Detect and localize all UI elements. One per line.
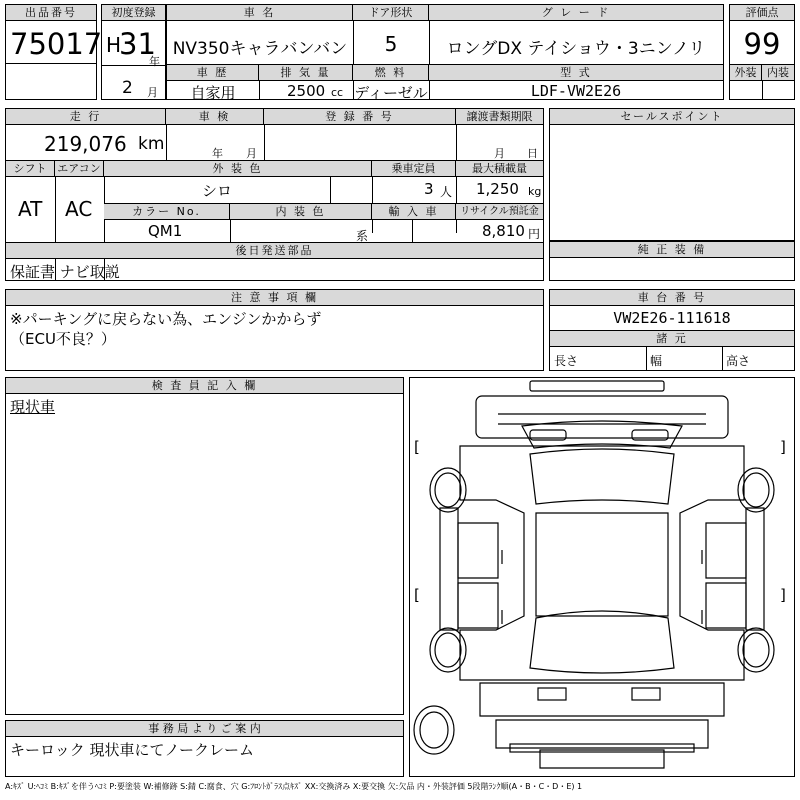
car-diagram [410,378,794,776]
displacement: 2500 [287,82,326,100]
max-load: 1,250 [476,180,519,198]
first-reg-label: 初度登録 [102,5,165,21]
car-name: NV350キャラバンバン [172,39,348,59]
spec-block [5,108,544,281]
recycle-deposit: 8,810 [482,222,525,240]
first-registration-box [101,4,166,100]
recycle-label: リサイクル預託金 [456,204,543,220]
model-label: 型 式 [429,65,723,81]
bracket-right-top: ] [780,438,786,456]
width-label: 幅 [650,354,663,368]
office-note: キーロック 現状車にてノークレーム [10,741,255,759]
door-type: 5 [384,32,398,56]
score: 99 [743,27,781,61]
inspector-label: 検 査 員 記 入 欄 [6,378,403,394]
chassis-number: VW2E26-111618 [613,309,731,327]
shift: AT [18,197,43,221]
reg-year: 31 [119,27,156,61]
mileage-unit: km [138,134,165,154]
bracket-left-top: [ [414,438,420,456]
lot-number-label: 出品番号 [6,5,96,21]
mileage-label: 走 行 [6,109,166,125]
ac: AC [65,197,93,221]
grade-label: グ レ ー ド [429,5,723,21]
caution-label: 注 意 事 項 欄 [6,290,543,306]
caution-box [5,289,544,371]
interior-color-unit: 系 [356,229,369,243]
fuel-label: 燃 料 [353,65,429,81]
score-label: 評価点 [730,5,794,21]
bracket-left-bottom: [ [414,586,420,604]
inspector-note: 現状車 [10,398,56,416]
mileage: 219,076 [44,132,127,156]
transfer-month-unit: 月 [494,147,505,160]
genuine-equipment-box [549,241,795,281]
ac-label: エアコン [55,161,104,177]
exterior-label: 外装 [730,65,762,81]
reg-no-label: 登 録 番 号 [264,109,456,125]
car-name-label: 車 名 [167,5,353,21]
chassis-label: 車 台 番 号 [550,290,794,306]
transfer-day-unit: 日 [527,147,538,160]
office-label: 事 務 局 よ り ご 案 内 [6,721,403,737]
height-label: 高さ [726,354,751,368]
later-parts-label: 後日発送部品 [6,243,543,259]
import-label: 輸 入 車 [372,204,456,220]
bracket-right-bottom: ] [780,586,786,604]
car-history: 自家用 [190,84,236,102]
inspector-box [5,377,404,715]
displacement-label: 排 気 量 [259,65,353,81]
color-no-label: カラー No. [104,204,230,220]
caution-line-1: ※パーキングに戻らない為、エンジンかからず [10,310,322,328]
sales-point-box [549,108,795,241]
chassis-box [549,289,795,371]
inspection-label: 車 検 [166,109,264,125]
door-label: ドア形状 [353,5,429,21]
month-unit: 月 [147,86,158,99]
dims-label: 諸 元 [550,331,794,347]
exterior-color-label: 外 装 色 [104,161,372,177]
max-load-unit: kg [528,185,542,198]
capacity: 3 [424,180,434,198]
year-unit: 年 [149,55,160,68]
score-box [729,4,795,100]
grade: ロングDX テイショウ・3ニンノリ [446,39,706,59]
inspection-month-unit: 月 [246,147,257,160]
exterior-color: シロ [201,182,232,200]
era: H [106,33,122,57]
capacity-unit: 人 [440,185,453,199]
interior-label: 内装 [762,65,794,81]
lot-number: 75017 [10,27,103,61]
genuine-equipment-label: 純 正 装 備 [550,242,794,258]
car-diagram-box [409,377,795,777]
later-parts: 保証書 ナビ取説 [10,263,120,281]
office-box [5,720,404,777]
max-load-label: 最大積載量 [456,161,543,177]
interior-color-label: 内 装 色 [230,204,372,220]
sales-point-label: セールスポイント [550,109,794,125]
inspection-year-unit: 年 [212,147,223,160]
displacement-unit: cc [331,86,344,99]
capacity-label: 乗車定員 [372,161,456,177]
color-no: QM1 [148,222,183,240]
legend: A:ｷｽﾞ U:ﾍｺﾐ B:ｷｽﾞを伴うﾍｺﾐ P:要塗装 W:補修跡 S:錆 C:腐食、穴 G:ﾌﾛﾝﾄｶﾞﾗｽ点ｷｽﾞ XX:交換済み X:要交換 欠:欠品 内・外装評価 5段階ﾗﾝｸ順(A・B・C・D・E) 1 [5,782,583,791]
length-label: 長さ [554,354,579,368]
shift-label: シフト [6,161,55,177]
reg-month: 2 [122,78,133,98]
history-label: 車 歴 [167,65,259,81]
fuel: ディーゼル [354,84,428,102]
header-main [166,4,724,100]
transfer-label: 譲渡書類期限 [456,109,543,125]
model-code: LDF-VW2E26 [530,82,622,100]
caution-line-2: （ECU不良？） [10,330,116,348]
recycle-unit: 円 [528,227,541,241]
lot-number-box [5,4,103,100]
